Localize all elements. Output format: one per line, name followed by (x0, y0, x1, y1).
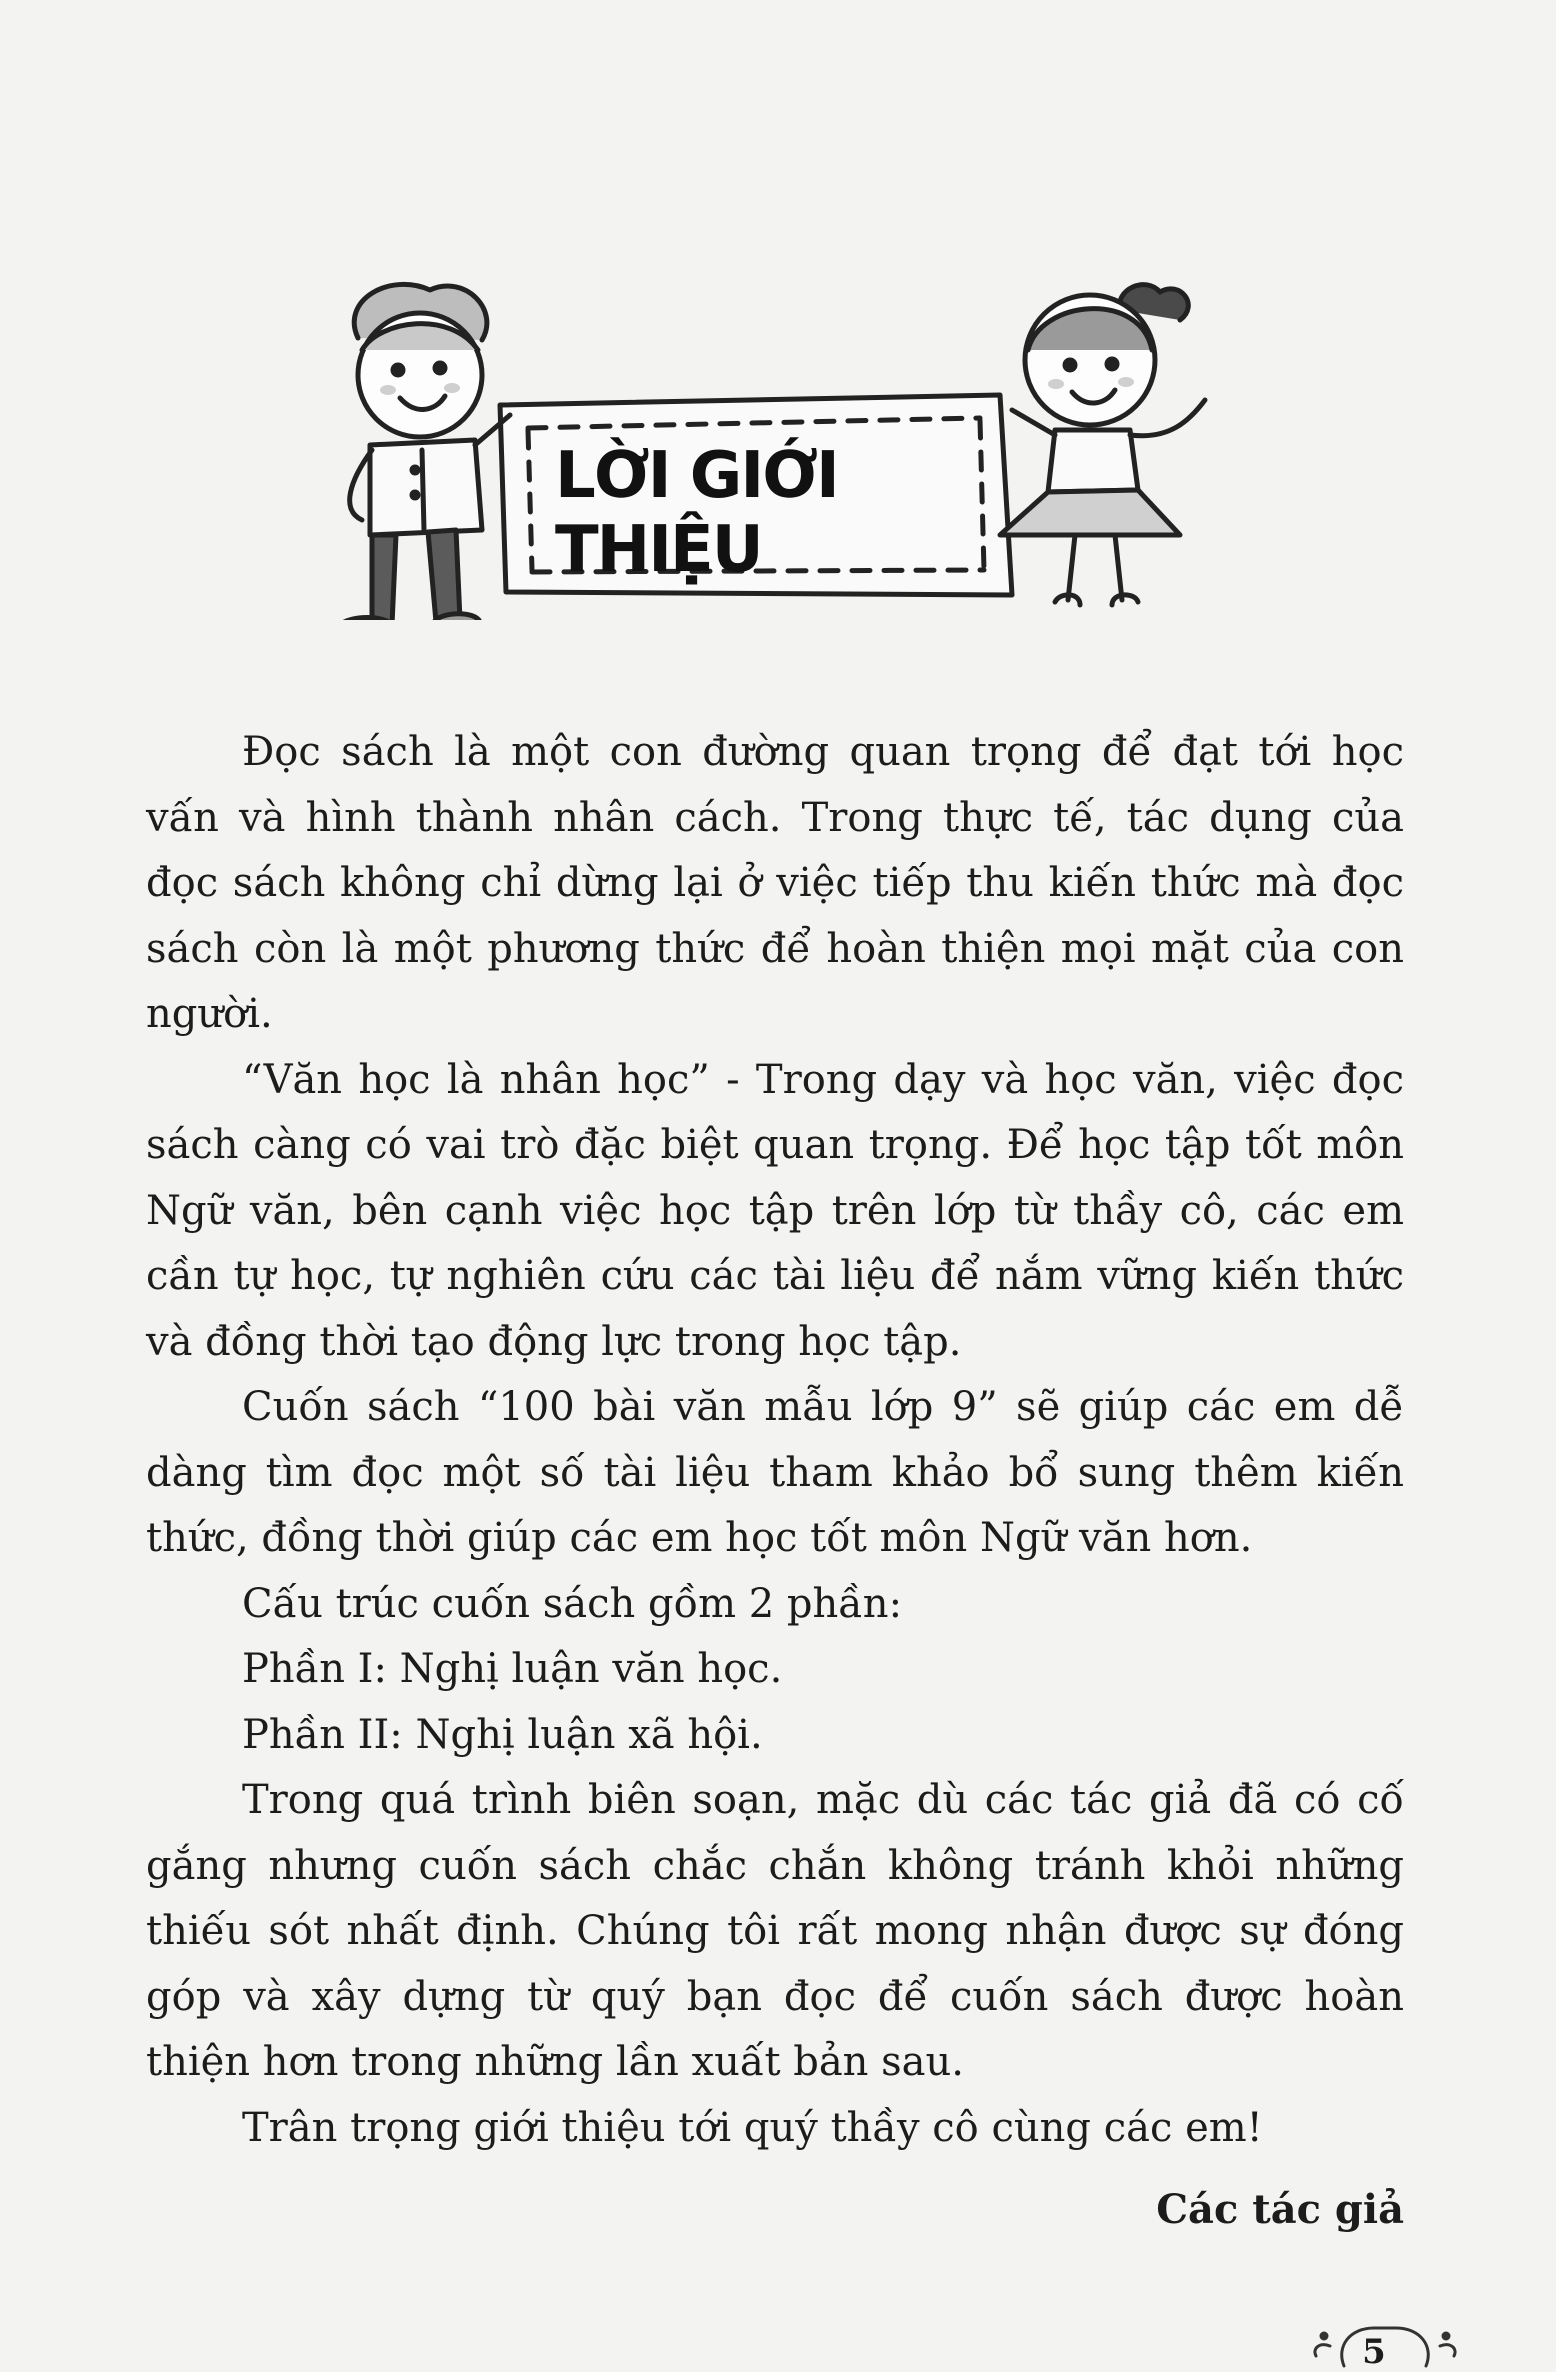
paragraph-4: Trong quá trình biên soạn, mặc dù các tác giả đã có cố gắng nhưng cuốn sách chắc chắn không tránh khỏi những thiếu sót nhất định. Chúng tôi rất mong nhận được sự đóng góp và xây dựng từ quý bạn đọc để cuốn sách được hoàn thiện hơn trong những lần xuất bản sau. (146, 1777, 1404, 2085)
author-signature: Các tác giả (1156, 2186, 1404, 2233)
part-two: Phần II: Nghị luận xã hội. (242, 1711, 763, 1758)
introduction-text (146, 720, 1404, 2161)
paragraph-2: “Văn học là nhân học” - Trong dạy và học văn, việc đọc sách càng có vai trò đặc biệt quan trọng. Để học tập tốt môn Ngữ văn, bên cạnh việc học tập trên lớp từ thầy cô, các em cần tự học, tự nghiên cứu các tài liệu để nắm vững kiến thức và đồng thời tạo động lực trong học tập. (146, 1056, 1404, 1365)
page-title: LỜI GIỚI THIỆU (555, 439, 838, 587)
paragraph-closing: Trân trọng giới thiệu tới quý thầy cô cùng các em! (242, 2104, 1263, 2151)
paragraph-3: Cuốn sách “100 bài văn mẫu lớp 9” sẽ giúp các em dễ dàng tìm đọc một số tài liệu tham khảo bổ sung thêm kiến thức, đồng thời giúp các em học tốt môn Ngữ văn hơn. (146, 1384, 1404, 1561)
paragraph-1: Đọc sách là một con đường quan trọng để đạt tới học vấn và hình thành nhân cách. Trong thực tế, tác dụng của đọc sách không chỉ dừng lại ở việc tiếp thu kiến thức mà đọc sách còn là một phương thức để hoàn thiện mọi mặt của con người. (146, 729, 1404, 1037)
part-one: Phần I: Nghị luận văn học. (242, 1646, 783, 1692)
page-number: 5 (1362, 2332, 1386, 2372)
structure-intro: Cấu trúc cuốn sách gồm 2 phần: (242, 1580, 903, 1627)
